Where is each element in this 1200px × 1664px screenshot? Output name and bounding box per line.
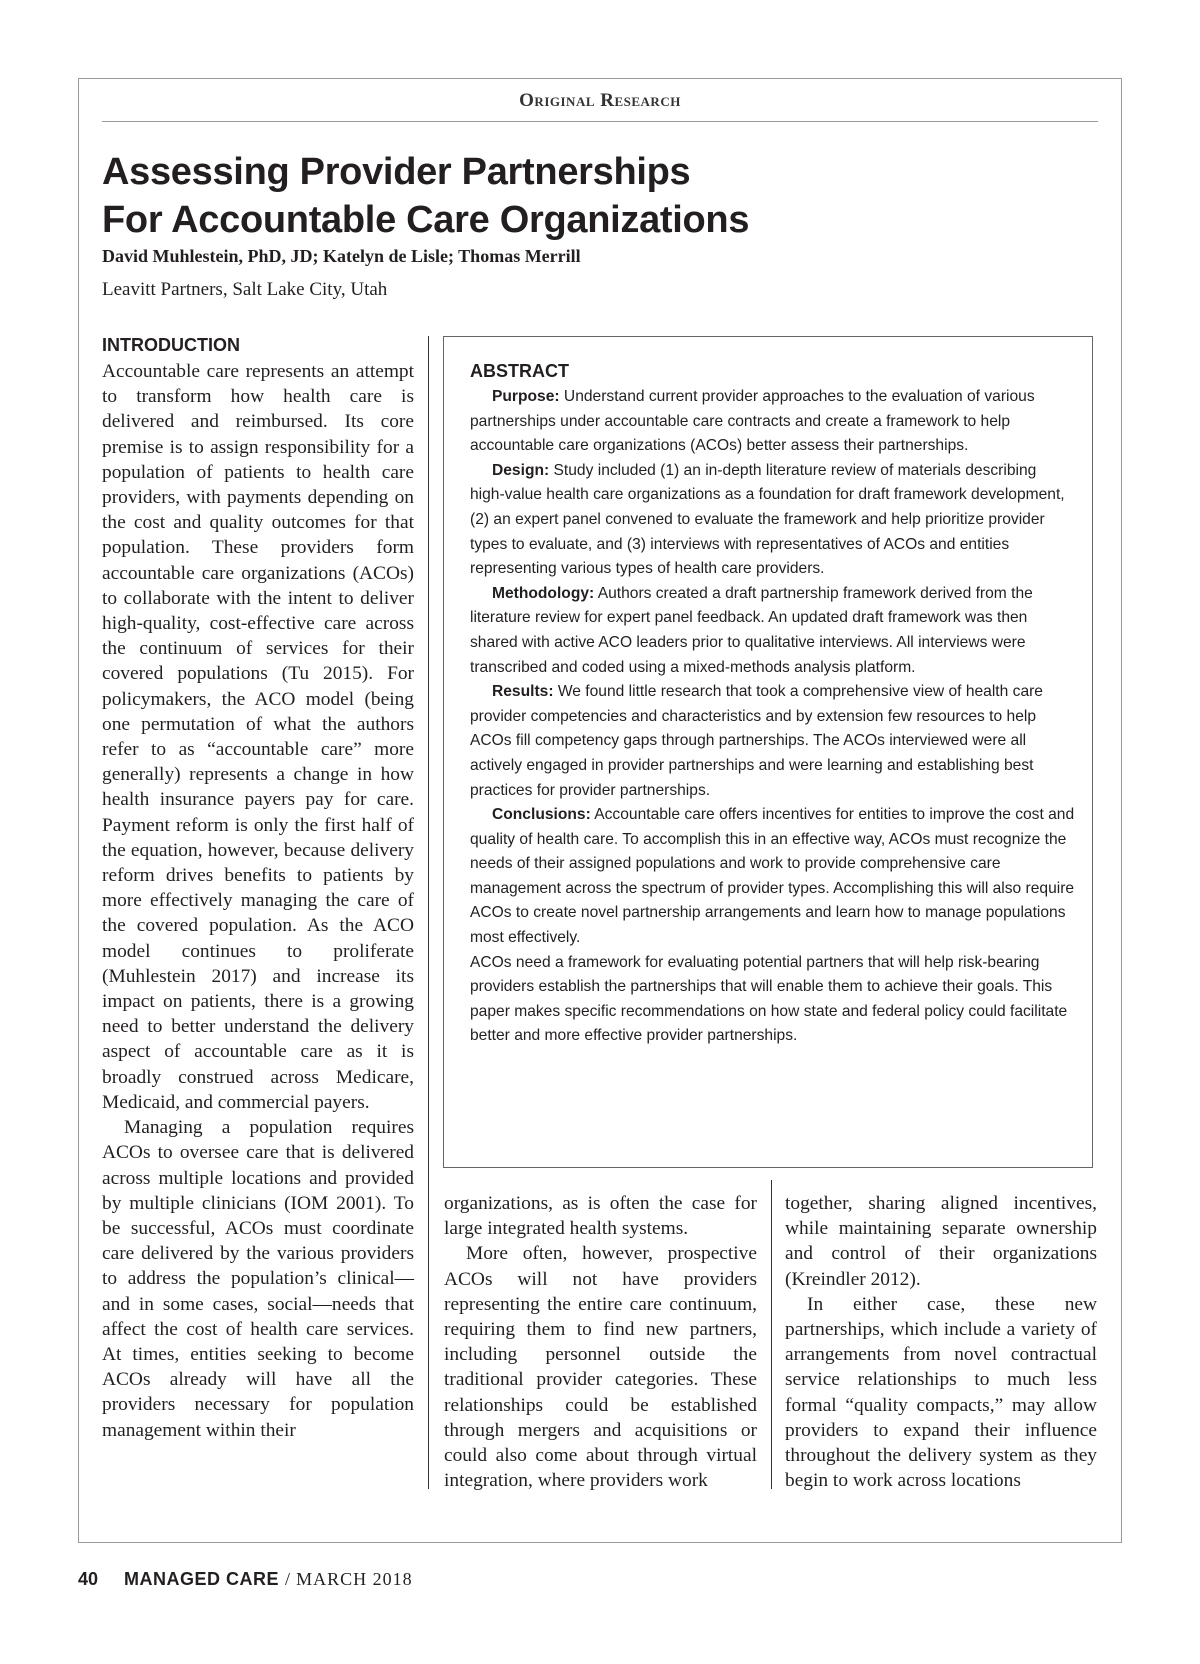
conclusions-label: Conclusions: [492,806,591,824]
middle-column [444,1191,757,1493]
right-paragraph-1: together, sharing aligned incentives, while maintaining separate ownership and control of their organizations (Kreindler 2012). [785,1193,1097,1290]
middle-paragraph-2: More often, however, prospective ACOs will not have providers representing the entire care continuum, requiring them to find new partners, including personnel outside the traditional provider categories. These relationships could be established through mergers and acquisitions or could also come about through virtual integration, where providers work [444,1243,757,1492]
abstract-purpose: Purpose: Understand current provider approaches to the evaluation of various partnerships under accountable care contracts and create a framework to help accountable care organizations (ACOs) better assess their partnerships. [470,388,1035,455]
abstract-closing: ACOs need a framework for evaluating potential partners that will help risk-bearing providers establish the partnerships that will enable them to achieve their goals. This paper makes specific recommendations on how state and federal policy could facilitate better and more effective provider partnerships. [470,953,1068,1045]
right-column [785,1191,1097,1493]
page-footer [78,1569,413,1590]
column-divider-left [428,336,429,1489]
intro-paragraph-1: Accountable care represents an attempt to transform how health care is delivered and reimbursed. Its core premise is to assign responsibility for a population of patients to health care providers, with payments depending on the cost and quality outcomes for that population. These providers form accountable care organizations (ACOs) to collaborate with the intent to deliver high-quality, cost-effective care across the continuum of services for their covered populations (Tu 2015). For policymakers, the ACO model (being one permutation of what the authors refer to as “accountable care” more generally) represents a change in how health insurance payers pay for care. Payment reform is only the first half of the equation, however, because delivery reform drives benefits to patients by more effectively managing the care of the covered population. As the ACO model continues to proliferate (Muhlestein 2017) and increase its impact on patients, there is a growing need to better understand the delivery aspect of accountable care as it is broadly construed across Medicare, Medicaid, and commercial payers. [102,361,414,1113]
abstract-results: Results: We found little research that took a comprehensive view of health care provider competencies and characteristics and by extension few resources to help ACOs fill competency gaps through partnerships. The ACOs interviewed were all actively engaged in provider partnerships and were learning and establishing best practices for provider partnerships. [470,683,1043,799]
methodology-label: Methodology: [492,584,595,602]
intro-paragraph-2: Managing a population requires ACOs to oversee care that is delivered across multiple locations and provided by multiple clinicians (IOM 2001). To be successful, ACOs must coordinate care delivered by the various providers to address the population’s clinical—and in some cases, social—needs that affect the cost of health care services. At times, entities seeking to become ACOs already will have all the providers necessary for population management within their [102,1117,414,1441]
purpose-label: Purpose: [492,388,560,405]
column-divider-right [771,1180,772,1489]
footer-separator: / [285,1569,291,1589]
right-paragraph-2: In either case, these new partnerships, which include a variety of arrangements from novel contractual service relationships to much less formal “quality compacts,” may allow providers to expand their influence throughout the delivery system as they begin to work across locations [785,1293,1097,1492]
page-number: 40 [78,1569,99,1589]
left-column [102,359,414,1443]
abstract-methodology: Methodology: Authors created a draft partnership framework derived from the literature review for expert panel feedback. An updated draft framework was then shared with active ACO leaders prior to qualitative interviews. All interviews were transcribed and coded using a mixed-methods analysis platform. [470,584,1033,676]
middle-paragraph-1: organizations, as is often the case for large integrated health systems. [444,1193,757,1240]
issue-date: MARCH 2018 [296,1569,413,1589]
abstract-design: Design: Study included (1) an in-depth literature review of materials describing high-value health care organizations as a foundation for draft framework development, (2) an expert panel convened to evaluate the framework and help prioritize provider types to evaluate, and (3) interviews with representatives of ACOs and entities representing various types of health care providers. [470,461,1065,578]
abstract [470,358,1075,1049]
journal-name: MANAGED CARE [124,1569,280,1589]
affiliation: Leavitt Partners, Salt Lake City, Utah [102,279,388,300]
article-title [102,148,1082,244]
design-label: Design: [492,461,550,479]
title-line-2: For Accountable Care Organizations [102,199,750,241]
authors: David Muhlestein, PhD, JD; Katelyn de Lisle; Thomas Merrill [102,246,581,266]
section-rule [102,121,1098,122]
abstract-heading: ABSTRACT [470,361,569,381]
title-line-1: Assessing Provider Partnerships [102,151,691,193]
results-label: Results: [492,683,554,701]
section-label: Original Research [519,90,681,111]
introduction-heading: INTRODUCTION [102,335,240,355]
abstract-conclusions: Conclusions: Accountable care offers incentives for entities to improve the cost and quality of health care. To accomplish this in an effective way, ACOs must recognize the needs of their assigned populations and work to provide comprehensive care management across the spectrum of provider types. Accomplishing this will also require ACOs to create novel partnership arrangements and learn how to manage populations most effectively. [470,806,1075,947]
